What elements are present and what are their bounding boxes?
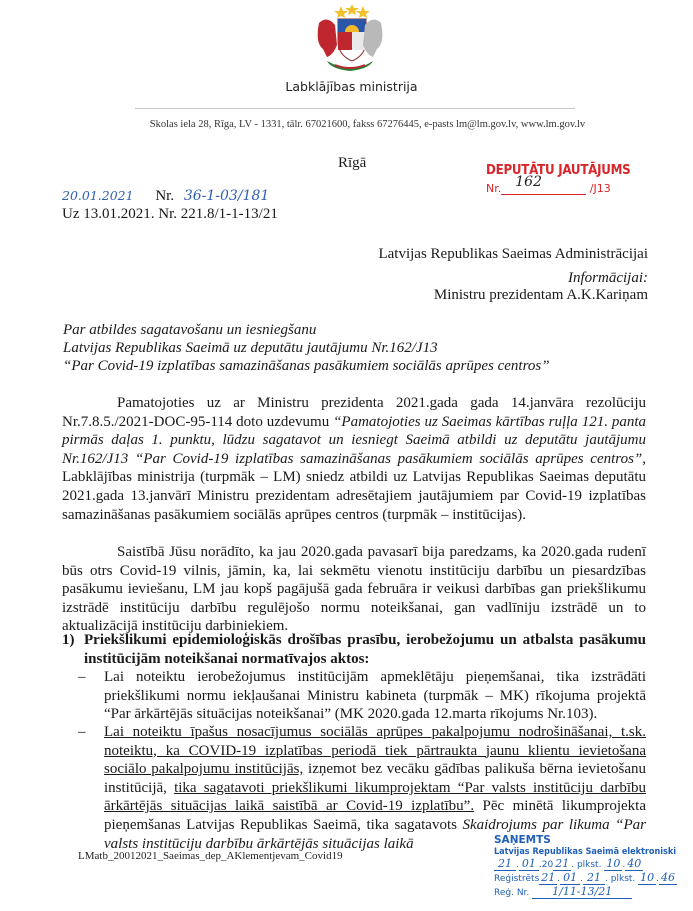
paragraph-2: Saistībā Jūsu norādīto, ka jau 2020.gada pavasarī bija paredzams, ka 2020.gada rudenī būs otrs Covid-19 vilnis, jāmin, ka, lai sekmētu vienotu institūciju darbību un piesardzības pasākumu ieviešanu, LM jau kopš pagājušā gada februāra ir veikusi darbības gan priekšlikumu izstrādē institūciju darbību regulējošo normu noteikšanai, gan vadlīniju izstrādē un to aktualizācijā institūciju darbiniekiem. [62,544,646,635]
letterhead-divider [135,108,575,109]
reg-hour: 10 [640,871,655,884]
ministry-address: Skolas iela 28, Rīga, LV - 1331, tālr. 67021600, fakss 67276445, e-pasts lm@lm.gov.lv, www.lm.gov.lv [149,119,586,130]
reply-to-reference: Uz 13.01.2021. Nr. 221.8/1-1-13/21 [62,206,278,222]
footer-filename: LMatb_20012021_Saeimas_dep_AKlementjevam_Covid19 [78,850,343,862]
reg-nr-value: 1/11-13/21 [532,886,632,899]
handwritten-document-number: 36-1-03/181 [183,188,270,204]
paragraph-text: Pamatojoties uz ar Ministru prezidenta 2021.gada gada 14.janvāra rezolūciju Nr.7.8.5./2021-DOC-95-114 doto uzdevumu [62,395,646,430]
stamp-title: DEPUTĀTU JAUTĀJUMS [486,162,631,178]
paragraph-text: , Labklājības ministrija (turpmāk – LM) sniedz atbildi uz Latvijas Republikas Saeimas deputātu 2021.gada 13.janvārī Ministru prezidentam adresētajiem jautājumiem par Covid-19 izplatības samazināšanas pasākumiem sociālās aprūpes centros (turpmāk – institūcijas). [62,450,646,523]
reg-minute: 46 [661,871,676,884]
stamp-nr-label: Nr. [486,182,502,195]
time-label: plkst. [610,874,636,884]
received-minute: 40 [627,857,642,870]
ministry-name: Labklājības ministrija [285,79,418,94]
time-label: plkst. [576,860,602,870]
list-item-text: Lai noteiktu ierobežojumus institūcijām apmeklētāju pieņemšanai, tika izstrādāti priekšlikumi normu iekļaušanai Ministru kabineta (turpmāk – MK) rīkojuma projektā “Par ārkārtējās situācijas noteikšanai” (MK 2020.gada 12.marta rīkojums Nr.103). [104,669,646,723]
reg-nr-label: Reģ. Nr. [494,888,530,898]
received-subtitle: Latvijas Republikas Saeimā elektroniski [494,847,676,857]
subject-line: Latvijas Republikas Saeimā uz deputātu jautājumu Nr.162/J13 [63,340,438,356]
section-heading-text: Priekšlikumi epidemioloģiskās drošības prasību, ierobežojumu un atbalsta pasākumu institūcijām noteikšanai normatīvajos aktos: [84,632,646,667]
main-recipient: Latvijas Republikas Saeimas Administrācijai [378,246,648,262]
registered-label: Reģistrēts [494,874,540,884]
section-1-heading [62,631,646,668]
registered-row: Reģistrēts 21 . 01 . 21 . plkst. 10 . 46 [494,871,676,884]
latvia-coat-of-arms-icon [305,5,395,77]
received-month: 01 [519,858,539,871]
text: izņemot bez vecāku gādības palikuša bērna ievietošanu institūcijā, [104,761,646,796]
received-day: 21 [494,858,516,871]
nr-label: Nr. [155,188,175,204]
year-prefix: 20 [541,860,554,870]
reg-year: 21 [583,872,605,885]
underlined-text: Lai noteiktu īpašus nosacījumus sociālās aprūpes pakalpojumu nodrošināšanai, t.sk. noteiktu, ka COVID-19 izplatības periodā tiek pārtraukta jaunu klientu ievietošana sociālo pakalpojumu institūcijās, [104,724,646,778]
italic-text: Skaidrojums par likuma “Par valsts institūciju darbību ārkārtējās situācijas laikā [104,816,647,852]
dash-bullet: – [78,669,86,685]
handwritten-date: 20.01.2021 [62,188,134,203]
quoted-task-text: “Pamatojoties uz Saeimas kārtības ruļļa 121. panta pirmās daļas 1. punktu, lūdzu sagatavot un iesniegt Saeimā atbildi uz deputātu jautājumu Nr.162/J13 “Par Covid-19 izplatības samazināšanas pasākumiem sociālās aprūpes centros” [62,413,646,467]
city-label: Rīgā [338,155,367,171]
info-label: Informācijai: [568,270,648,286]
letter-subject [63,321,550,375]
stamp-suffix: /J13 [589,182,611,195]
subject-line: “Par Covid-19 izplatības samazināšanas pasākumiem sociālās aprūpes centros” [63,358,550,374]
underlined-text: tika sagatavoti priekšlikumi likumprojektam “Par valsts institūciju darbību ārkārtējās situācijas laikā saistībā ar Covid-19 izplatību”. [104,779,646,815]
stamp-nr-value: 162 [515,174,542,190]
dash-bullet: – [78,724,86,740]
received-stamp [494,834,693,900]
deputy-question-stamp [486,162,650,195]
received-title: SAŅEMTS [494,834,551,846]
section-number: 1) [62,632,75,648]
subject-line: Par atbildes sagatavošanu un iesniegšanu [63,322,317,338]
document-number-row [62,188,269,205]
text: Pēc minētā likumprojekta pieņemšanas Latvijas Republikas Saeimā, tika sagatavots [104,798,647,833]
received-year: 21 [555,857,570,870]
reg-day: 21 [541,871,556,884]
received-date-row: 21 . 01 .20 21 . plkst. 10 . 40 [494,858,693,872]
list-item [62,668,646,724]
info-recipient: Ministru prezidentam A.K.Kariņam [433,287,648,303]
received-hour: 10 [606,857,621,870]
paragraph-1 [62,394,646,524]
reg-month: 01 [560,872,580,885]
reg-number-row [494,886,693,900]
